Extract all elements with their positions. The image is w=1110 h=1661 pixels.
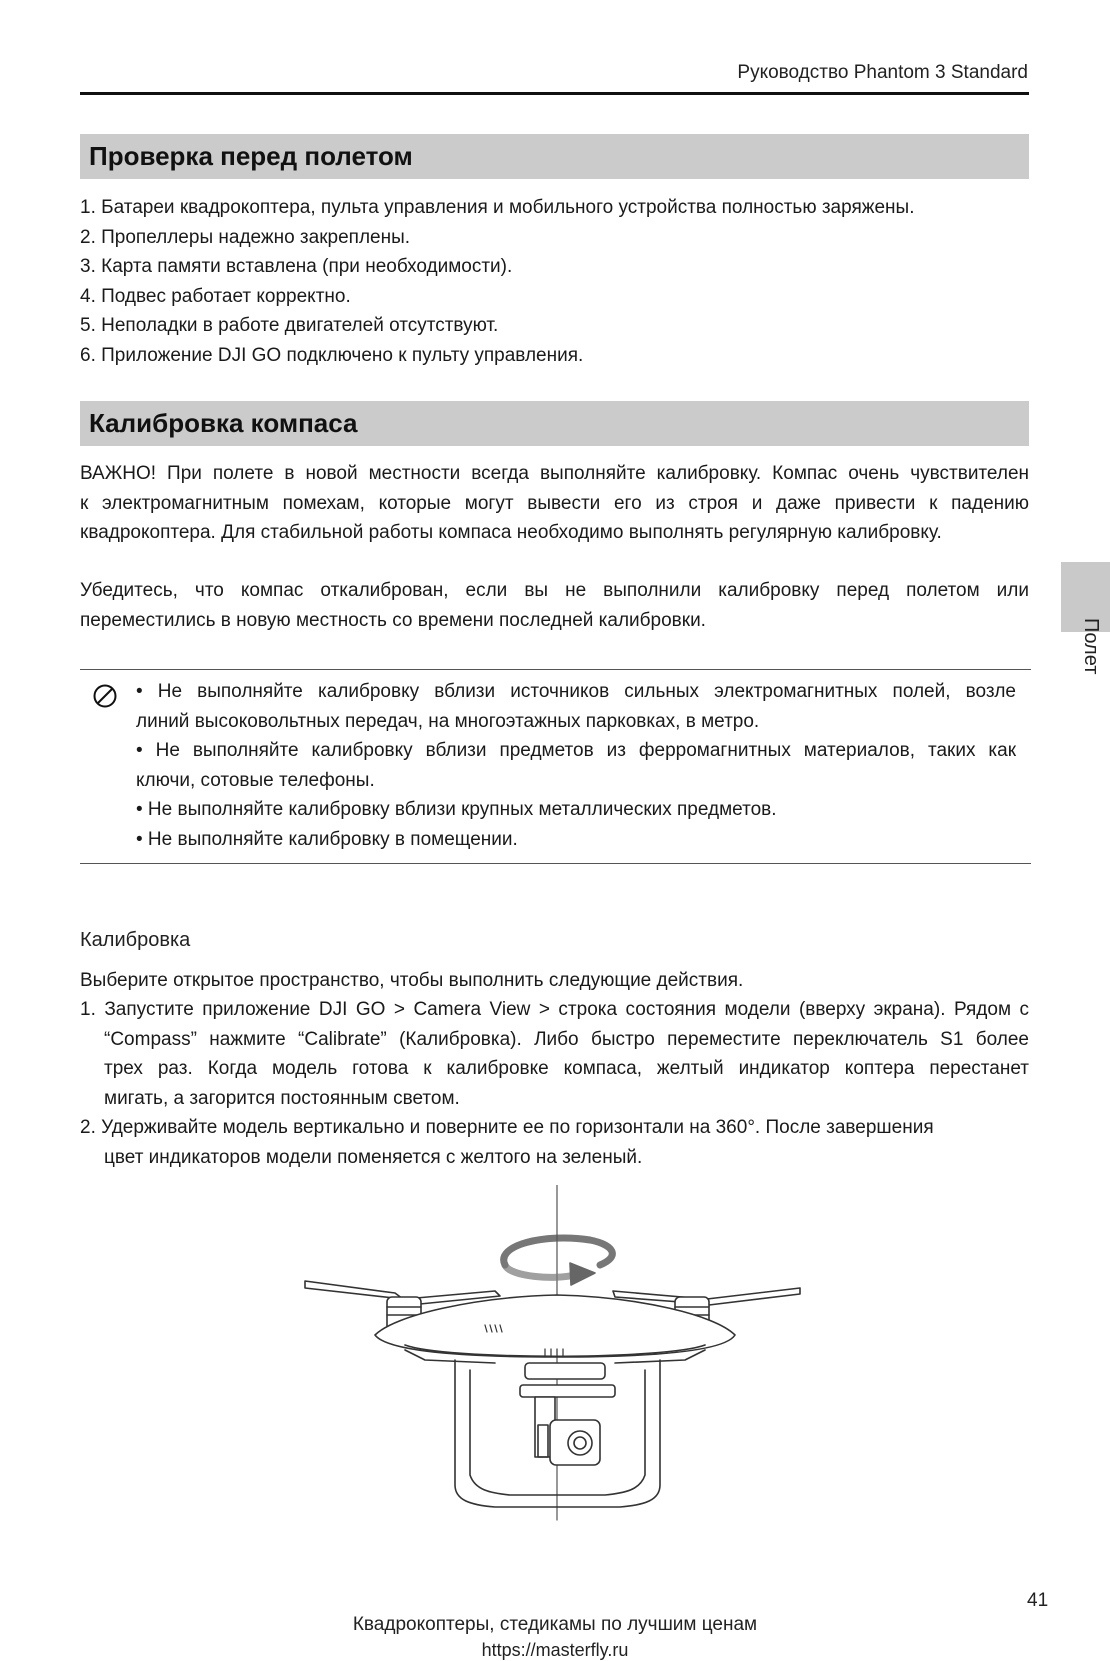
warning-line: • Не выполняйте калибровку вблизи крупных металлических предметов.	[136, 799, 777, 820]
warning-line: линий высоковольтных передач, на многоэтажных парковках, в метро.	[136, 710, 760, 732]
paragraph-line: Убедитесь, что компас откалиброван, если вы не выполнили калибровку перед полетом или	[80, 580, 1029, 601]
checklist-item: 3. Карта памяти вставлена (при необходимости).	[80, 256, 513, 277]
header-divider	[80, 92, 1029, 95]
step-line: 2. Удерживайте модель вертикально и поверните ее по горизонтали на 360°. После завершения	[80, 1117, 934, 1138]
calibration-steps	[80, 995, 1029, 1172]
warning-bottom-rule	[80, 863, 1031, 864]
checklist-item: 4. Подвес работает корректно.	[80, 285, 351, 307]
document-header-title: Руководство Phantom 3 Standard	[737, 62, 1028, 83]
paragraph-line: к электромагнитным помехам, которые могут вывести его из строя и даже привести к падению	[80, 492, 1029, 514]
step-line: цвет индикаторов модели поменяется с желтого на зеленый.	[104, 1146, 643, 1168]
footer-link[interactable]: https://masterfly.ru	[481, 1640, 629, 1660]
checklist-item: 6. Приложение DJI GO подключено к пульту управления.	[80, 344, 584, 366]
drone-rotation-illustration	[295, 1185, 815, 1525]
paragraph-line: квадрокоптера. Для стабильной работы компаса необходимо выполнять регулярную калибровку.	[80, 522, 942, 543]
warning-line: ключи, сотовые телефоны.	[136, 769, 375, 791]
warning-list	[136, 677, 1016, 854]
checklist-item: 2. Пропеллеры надежно закреплены.	[80, 226, 411, 248]
paragraph-line: переместились в новую местность со времени последней калибровки.	[80, 609, 706, 631]
footer-ad-text: Квадрокоптеры, стедикамы по лучшим ценам	[352, 1614, 758, 1635]
prohibited-icon	[92, 683, 118, 709]
ensure-paragraph	[80, 576, 1029, 635]
calibration-intro: Выберите открытое пространство, чтобы выполнить следующие действия.	[80, 970, 744, 991]
chapter-side-label: Полет	[1080, 618, 1102, 675]
warning-line: • Не выполняйте калибровку вблизи источников сильных электромагнитных полей, возле	[136, 681, 1016, 702]
checklist-item: 5. Неполадки в работе двигателей отсутствуют.	[80, 315, 499, 336]
section-heading-preflight: Проверка перед полетом	[80, 134, 1029, 179]
calibration-subtitle: Калибровка	[80, 929, 191, 951]
step-line: “Compass” нажмите “Calibrate” (Калибровка). Либо быстро переместите переключатель S1 более	[104, 1028, 1029, 1050]
important-paragraph	[80, 459, 1029, 548]
warning-top-rule	[80, 669, 1031, 670]
step-line: трех раз. Когда модель готова к калибровке компаса, желтый индикатор коптера перестанет	[104, 1058, 1029, 1079]
paragraph-line: ВАЖНО! При полете в новой местности всегда выполняйте калибровку. Компас очень чувствителен	[80, 463, 1029, 484]
preflight-checklist	[80, 193, 1030, 370]
warning-line: • Не выполняйте калибровку в помещении.	[136, 828, 518, 850]
page-number: 41	[1027, 1590, 1049, 1611]
step-line: 1. Запустите приложение DJI GO > Camera View > строка состояния модели (вверху экрана). Рядом с	[80, 999, 1029, 1020]
checklist-item: 1. Батареи квадрокоптера, пульта управления и мобильного устройства полностью заряжены.	[80, 197, 915, 218]
step-line: мигать, а загорится постоянным светом.	[104, 1087, 460, 1109]
warning-line: • Не выполняйте калибровку вблизи предметов из ферромагнитных материалов, таких как	[136, 740, 1016, 761]
section-heading-compass: Калибровка компаса	[80, 401, 1029, 446]
